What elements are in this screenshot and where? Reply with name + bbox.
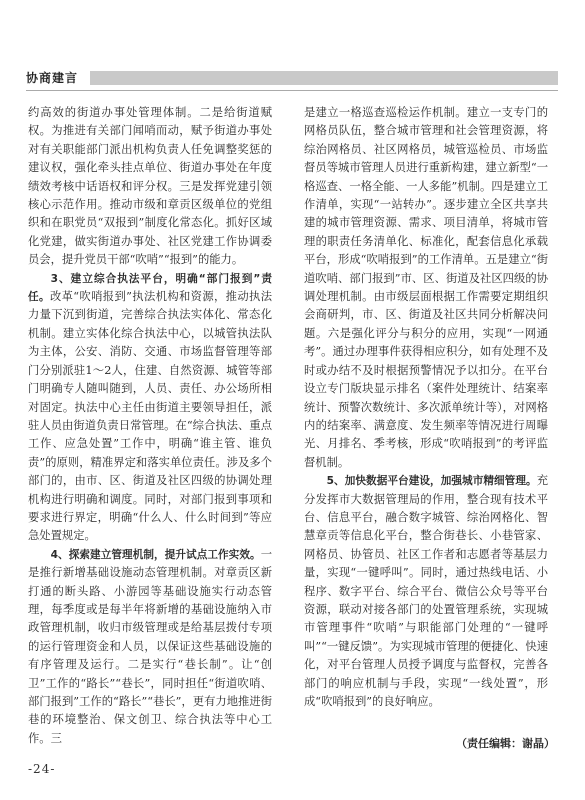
section-5-heading: 5、加快数据平台建设，加强城市精细管理。 <box>326 475 537 488</box>
section-5-body: 充分发挥市大数据管理局的作用，整合现有技术平台、信息平台，融合数字城管、综治网格化、智慧章贡等信息化平台，整合街巷长、小巷管家、网格员、协管员、社区工作者和志愿者等基层力量，实现“一键呼叫”。同时，通过热线电话、小程序、数字平台、综合平台、微信公众号等平台资源，联动对接各部门的处置管理系统，实现城市管理事件“吹哨”与职能部门处理的“一键呼叫”“一键反馈”。为实现城市管理的便捷化、快速化，对平台管理人员授予调度与监督权，完善各部门的响应机制与手段，实现“一线处置”，形成“吹哨报到”的良好响应。 <box>304 474 548 708</box>
right-column <box>304 104 548 711</box>
page-header <box>26 70 558 86</box>
editor-credit: （责任编辑：谢晶） <box>456 737 555 750</box>
section-3-body: 改革“吹哨报到”执法机构和资源，推动执法力量下沉到街道，完善综合执法实体化、常态化机制。建立实体化综合执法中心，以城管执法队为主体，公安、消防、交通、市场监督管理等部门分别派驻1～2人，住建、自然资源、城管等部门明确专人随叫随到，人员、责任、办公场所相对固定。执法中心主任由街道主要领导担任，派驻人员由街道负责日常管理。在“综合执法、重点工作、应急处置”工作中，明确“谁主管、谁负责”的原则，精准界定和落实单位责任。涉及多个部门的，由市、区、街道及社区四级的协调处理机构进行明确和调度。同时，对部门报到事项和要求进行界定，明确“什么人、什么时间到”等应急处置规定。 <box>28 290 273 543</box>
paragraph-continued: 约高效的街道办事处管理体制。二是给街道赋权。为推进有关部门闻哨而动，赋予街道办事处对有关职能部门派出机构负责人任免调整奖惩的建议权，强化牵头挂点单位、街道办事处在年度绩效考核中话语权和评分权。三是发挥党建引领核心示范作用。推动市级和章贡区级单位的党组织和在职党员“双报到”制度化常态化。抓好区域化党建，做实街道办事处、社区党建工作协调委员会，提升党员干部“吹哨”“报到”的能力。 <box>28 106 272 267</box>
left-column <box>28 104 272 748</box>
section-5 <box>304 472 548 711</box>
section-3 <box>28 270 272 546</box>
header-rule <box>26 90 558 91</box>
header-band <box>90 71 558 85</box>
section-3-heading: 3、建立综合执法平台，明确“部门报到”责任。 <box>28 272 272 304</box>
section-4 <box>28 546 272 748</box>
section-4-heading: 4、探索建立管理机制，提升试点工作实效。 <box>50 548 261 561</box>
section-4-body: 一是推行新增基础设施动态管理机制。对章贡区新打通的断头路、小游园等基础设施实行动态管理，每季度或是每半年将新增的基础设施纳入市政管理机制，收归市级管理或是给基层拨付专项的运行管理资金和人员，以保证这些基础设施的有序管理及运行。二是实行“巷长制”。让“创卫”工作的“路长”“巷长”，同时担任“街道吹哨、部门报到”工作的“路长”“巷长”，更有力地推进街巷的环境整治、保文创卫、综合执法等中心工作。三 <box>28 547 272 745</box>
page-number: -24- <box>28 762 56 776</box>
paragraph-continued-right: 是建立一格巡查巡检运作机制。建立一支专门的网格员队伍，整合城市管理和社会管理资源，将综治网格员、社区网格员，城管巡检员、市场监督员等城市管理人员进行重新构建，建立新型“一格巡查、一格全能、一人多能”机制。四是建立工作清单，实现“一站转办”。逐步建立全区共享共建的城市管理资源、需求、项目清单，将城市管理的职责任务清单化、标准化，配套信息化承载平台，形成“吹哨报到”的工作清单。五是建立“街道吹哨、部门报到”市、区、街道及社区四级的协调处理机制。由市级层面根据工作需要定期组织会商研判，市、区、街道及社区共同分析解决问题。六是强化评分与积分的应用，实现“一网通考”。通过办理事件获得相应积分，如有处理不及时或办结不及时根据预警情况予以扣分。在平台设立专门版块显示排名（案件处理统计、结案率统计、预警次数统计、多次派单统计等），对网格内的结案率、满意度、发生频率等情况进行周曝光、月排名、季考核，形成“吹哨报到”的考评监督机制。 <box>304 106 548 469</box>
section-title: 协商建言 <box>26 71 79 85</box>
